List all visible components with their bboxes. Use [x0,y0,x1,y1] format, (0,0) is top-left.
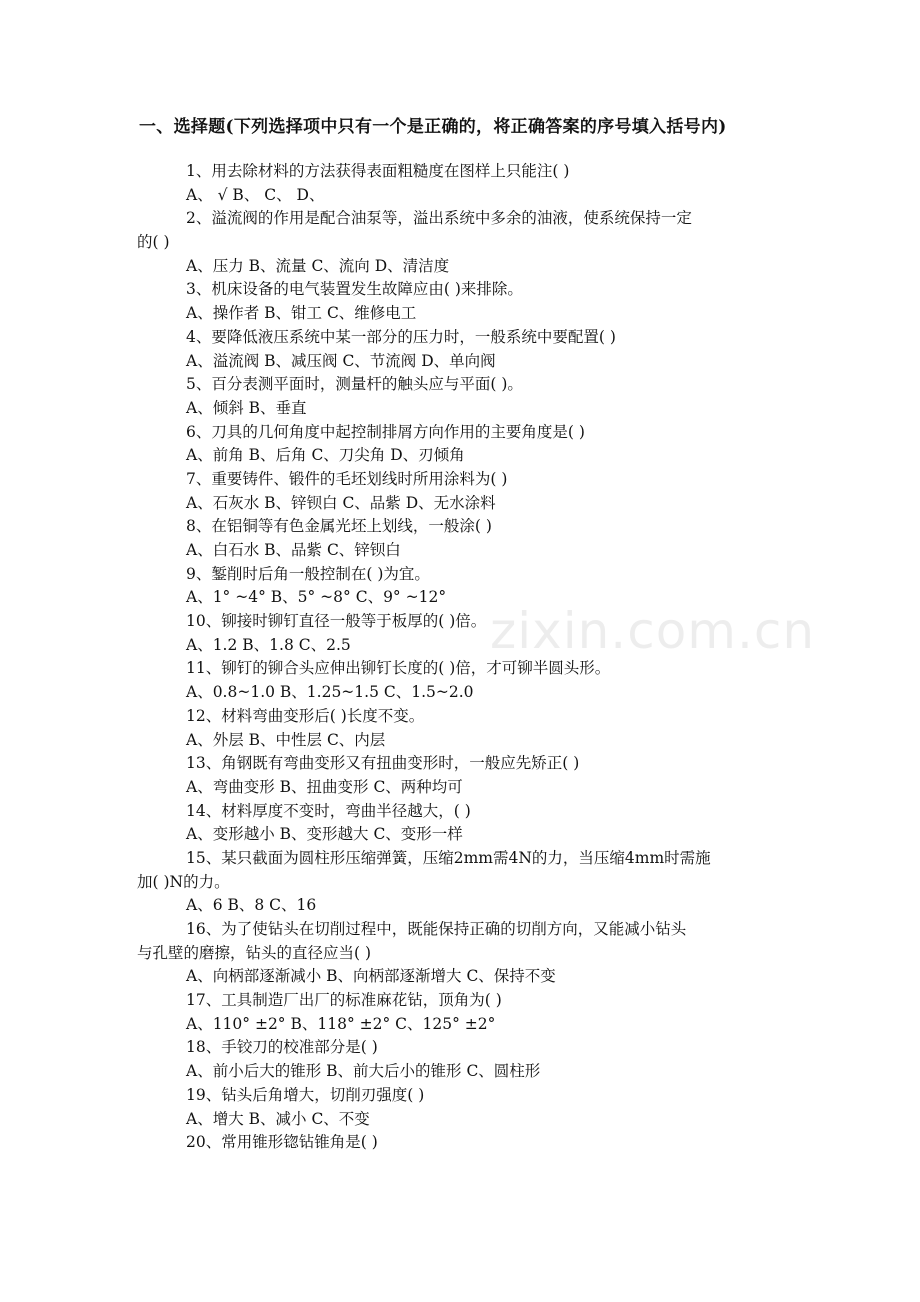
answer-options: A、变形越小 B、变形越大 C、变形一样 [186,825,463,844]
question-text: 2、溢流阀的作用是配合油泵等，溢出系统中多余的油液，使系统保持一定 [186,209,692,228]
answer-options: A、增大 B、减小 C、不变 [186,1109,370,1128]
answer-options: A、石灰水 B、锌钡白 C、品紫 D、无水涂料 [186,493,496,512]
question-text: 7、重要铸件、锻件的毛坯划线时所用涂料为( ) [186,469,508,488]
question-text: 12、材料弯曲变形后( )长度不变。 [186,706,425,725]
question-text: 16、为了使钻头在切削过程中，既能保持正确的切削方向，又能减小钻头 [186,920,687,938]
question-text: 15、某只截面为圆柱形压缩弹簧，压缩2mm需4N的力，当压缩4mm时需施 [186,848,711,867]
question-text: 4、要降低液压系统中某一部分的压力时，一般系统中要配置( ) [186,327,616,346]
question-text: 19、钻头后角增大，切削刃强度( ) [186,1085,425,1104]
answer-options: A、1° ~4° B、5° ~8° C、9° ~12° [186,588,447,607]
answer-options: A、 √ B、 C、 D、 [186,185,325,204]
answer-options: A、向柄部逐渐减小 B、向柄部逐渐增大 C、保持不变 [186,967,556,986]
question-text: 6、刀具的几何角度中起控制排屑方向作用的主要角度是( ) [186,422,585,441]
answer-options: A、压力 B、流量 C、流向 D、清洁度 [186,256,450,275]
answer-options: A、外层 B、中性层 C、内层 [186,730,386,749]
question-text: 18、手铰刀的校准部分是( ) [186,1038,378,1057]
question-text: 8、在铝铜等有色金属光坯上划线，一般涂( ) [186,517,492,536]
answer-options: A、110° ±2° B、118° ±2° C、125° ±2° [186,1014,496,1033]
answer-options: A、倾斜 B、垂直 [186,398,307,417]
question-text: 17、工具制造厂出厂的标准麻花钻，顶角为( ) [186,991,502,1010]
answer-options: A、操作者 B、钳工 C、维修电工 [186,304,417,323]
question-text: 9、錾削时后角一般控制在( )为宜。 [186,564,430,583]
answer-options: A、1.2 B、1.8 C、2.5 [186,635,351,654]
question-text-continued: 与孔壁的磨擦，钻头的直径应当( ) [137,943,372,962]
question-text: 5、百分表测平面时，测量杆的触头应与平面( )。 [186,375,523,394]
question-text-continued: 加( )N的力。 [137,872,230,891]
answer-options: A、0.8~1.0 B、1.25~1.5 C、1.5~2.0 [186,683,474,702]
question-text: 1、用去除材料的方法获得表面粗糙度在图样上只能注( ) [186,162,570,180]
question-text: 13、角钢既有弯曲变形又有扭曲变形时，一般应先矫正( ) [186,754,580,773]
answer-options: A、前小后大的锥形 B、前大后小的锥形 C、圆柱形 [186,1062,541,1081]
answer-options: A、弯曲变形 B、扭曲变形 C、两种均可 [186,777,463,796]
question-text: 20、常用锥形锪钻锥角是( ) [186,1133,378,1152]
question-text-continued: 的( ) [137,233,170,252]
answer-options: A、溢流阀 B、减压阀 C、节流阀 D、单向阀 [186,351,496,370]
question-text: 11、铆钉的铆合头应伸出铆钉长度的( )倍，才可铆半圆头形。 [186,659,611,678]
section-title: 一、选择题(下列选择项中只有一个是正确的，将正确答案的序号填入括号内) [139,117,727,137]
answer-options: A、前角 B、后角 C、刀尖角 D、刃倾角 [186,446,465,465]
question-text: 10、铆接时铆钉直径一般等于板厚的( )倍。 [186,612,487,631]
answer-options: A、白石水 B、品紫 C、锌钡白 [186,541,401,559]
answer-options: A、6 B、8 C、16 [186,896,317,915]
question-text: 3、机床设备的电气装置发生故障应由( )来排除。 [186,280,523,299]
watermark: zixin.com.cn [490,602,816,660]
question-text: 14、材料厚度不变时，弯曲半径越大，( ) [186,801,471,820]
